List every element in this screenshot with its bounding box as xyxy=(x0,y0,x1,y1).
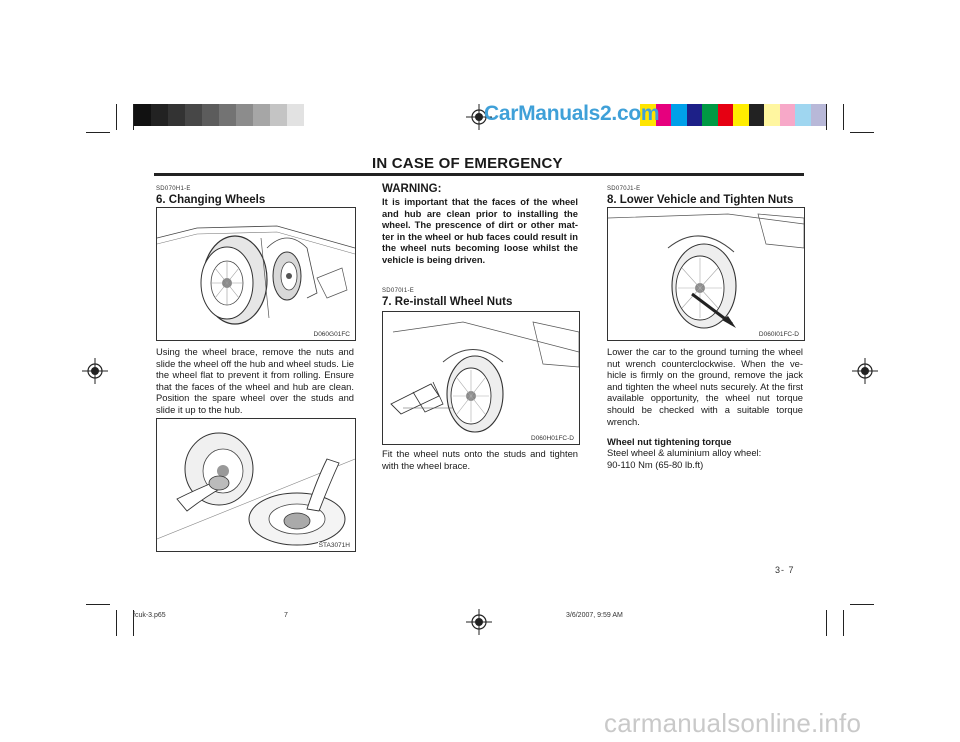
section-code: SD070J1-E xyxy=(607,186,641,192)
color-swatch xyxy=(671,104,687,126)
color-swatch xyxy=(811,104,827,126)
gray-swatch xyxy=(202,104,219,126)
color-swatch xyxy=(718,104,734,126)
gray-swatch xyxy=(134,104,151,126)
gray-swatch xyxy=(168,104,185,126)
color-swatch xyxy=(733,104,749,126)
crop-mark xyxy=(86,604,110,605)
section-title-changing-wheels: 6. Changing Wheels xyxy=(156,194,266,206)
gray-swatch xyxy=(185,104,202,126)
wrench-wheel-illustration xyxy=(608,208,804,340)
crop-mark xyxy=(86,132,110,133)
warning-body: It is important that the faces of the wheel and hub are clean prior to installing the wheel. The prescence of dirt or other mat-ter in the wheel or hub faces could result in the wheel nuts becoming loose whilst the vehicle is being driven. xyxy=(382,196,578,265)
color-swatch xyxy=(795,104,811,126)
changing-wheels-body: Using the wheel brace, remove the nuts and slide the wheel off the hub and wheel studs. Lie the wheel flat to prevent it from rolling. Ensure that the faces of the wheel and hub are clean. Position the spare wheel over the studs and slide it up to the hub. xyxy=(156,346,354,415)
site-logo[interactable]: CarManuals2.com xyxy=(484,102,660,125)
image-code: STA3071H xyxy=(318,542,350,549)
torque-line-1: Steel wheel & aluminium alloy wheel: xyxy=(607,447,762,458)
section-code: SD070H1-E xyxy=(156,186,191,192)
watermark-link[interactable]: carmanualsonline.info xyxy=(604,708,862,738)
hands-cleaning-illustration xyxy=(157,419,355,551)
color-swatch xyxy=(780,104,796,126)
torque-line-2: 90-110 Nm (65-80 lb.ft) xyxy=(607,459,704,470)
section-code: SD070I1-E xyxy=(382,288,415,294)
warning-title: WARNING: xyxy=(382,183,442,195)
gray-swatch xyxy=(287,104,304,126)
gray-swatch xyxy=(270,104,287,126)
section-title-lower-vehicle: 8. Lower Vehicle and Tighten Nuts xyxy=(607,194,794,206)
crop-mark xyxy=(116,610,117,636)
page-title: IN CASE OF EMERGENCY xyxy=(372,155,563,172)
gray-swatch xyxy=(236,104,253,126)
registration-target-icon xyxy=(466,609,492,635)
registration-target-icon xyxy=(82,358,108,384)
color-swatch xyxy=(702,104,718,126)
car-wheel-illustration xyxy=(157,208,355,340)
crop-mark xyxy=(826,610,827,636)
crop-mark xyxy=(116,104,117,130)
crop-mark xyxy=(850,132,874,133)
crop-mark xyxy=(843,104,844,130)
torque-heading: Wheel nut tightening torque xyxy=(607,436,732,447)
color-swatch xyxy=(749,104,765,126)
footer-file: fcuk-3.p65 xyxy=(133,612,166,619)
image-code: D060H01FC-D xyxy=(531,435,574,442)
gray-swatch xyxy=(151,104,168,126)
color-swatch xyxy=(764,104,780,126)
reinstall-body: Fit the wheel nuts onto the studs and tighten with the wheel brace. xyxy=(382,448,578,471)
footer-page: 7 xyxy=(284,612,288,619)
jack-wheel-illustration xyxy=(383,312,579,444)
illustration-changing-wheels xyxy=(156,207,356,341)
illustration-clean-hub xyxy=(156,418,356,552)
image-code: D060G01FC xyxy=(313,331,350,338)
crop-mark xyxy=(843,610,844,636)
color-swatch xyxy=(687,104,703,126)
page-number: 3- 7 xyxy=(775,565,795,575)
crop-mark xyxy=(826,104,827,130)
lower-vehicle-body: Lower the car to the ground turning the wheel nut wrench counterclockwise. When the ve-hicle is firmly on the ground, remove the jack and tighten the wheel nuts securely. At the first available opportunity, the wheel nut torque should be checked with a suitable torque wrench. xyxy=(607,346,803,427)
illustration-lower-vehicle xyxy=(607,207,805,341)
gray-swatch xyxy=(219,104,236,126)
header-rule xyxy=(154,173,804,176)
crop-mark xyxy=(850,604,874,605)
gray-swatch xyxy=(253,104,270,126)
illustration-reinstall xyxy=(382,311,580,445)
image-code: D060I01FC-D xyxy=(758,331,799,338)
section-title-reinstall: 7. Re-install Wheel Nuts xyxy=(382,296,513,308)
registration-target-icon xyxy=(852,358,878,384)
footer-timestamp: 3/6/2007, 9:59 AM xyxy=(566,612,623,619)
